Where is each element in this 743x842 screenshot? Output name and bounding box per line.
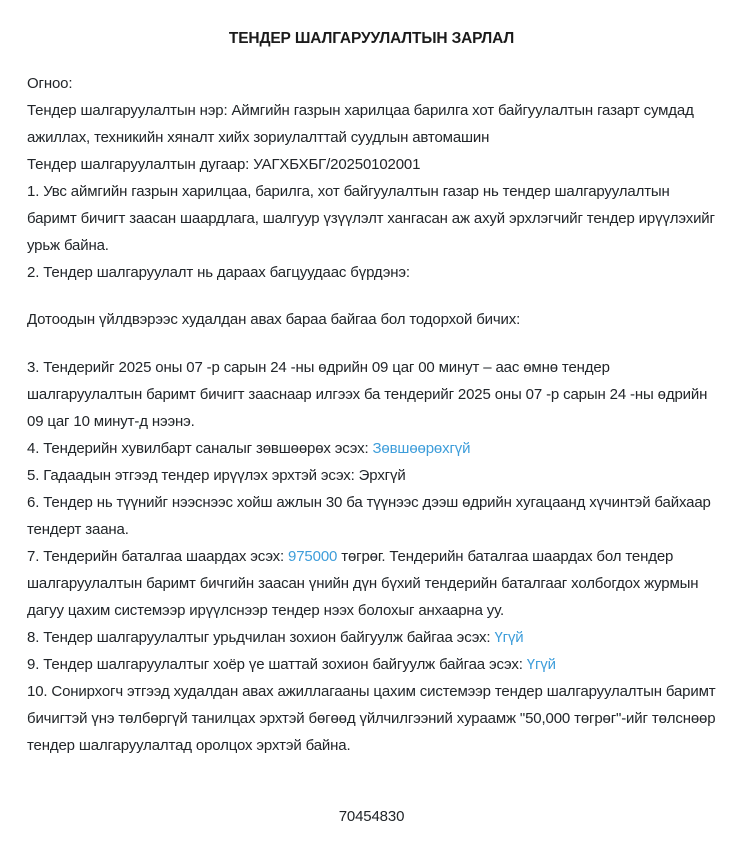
clause-9-label: 9. Тендер шалгаруулалтыг хоёр үе шаттай зохион байгуулж байгаа эсэх:	[27, 656, 527, 673]
clause-1-invitation: 1. Увс аймгийн газрын харилцаа, барилга, хот байгуулалтын газар нь тендер шалгаруулалтын баримт бичигт заасан шаардлага, шалгуур үзүүлэлт хангасан аж ахуй эрхлэгчийг тендер ирүүлэхийг урьж байна.	[27, 183, 715, 254]
domestic-goods-note: Дотоодын үйлдвэрээс худалдан авах бараа байгаа бол тодорхой бичих:	[27, 311, 521, 328]
clause-8-value: Үгүй	[494, 629, 524, 646]
spacer	[27, 333, 716, 354]
clause-10-service-fee: 10. Сонирхогч этгээд худалдан авах ажиллагааны цахим системээр тендер шалгаруулалтын баримт бичигтэй үнэ төлбөргүй танилцах эрхтэй бөгөөд үйлчилгээний хураамж "50,000 төгрөг"-ийг төлснөөр тендер шалгаруулалтад оролцох эрхтэй байна.	[27, 683, 716, 754]
clause-8-label: 8. Тендер шалгаруулалтыг урьдчилан зохион байгуулж байгаа эсэх:	[27, 629, 495, 646]
clause-4-value: Зөвшөөрөхгүй	[372, 440, 471, 457]
clause-7-amount: 975000	[288, 548, 338, 565]
date-label: Огноо:	[27, 75, 73, 92]
clause-5-foreign-bidders: 5. Гадаадын этгээд тендер ирүүлэх эрхтэй эсэх: Эрхгүй	[27, 467, 406, 484]
spacer	[27, 286, 716, 306]
clause-6-validity-period: 6. Тендер нь түүнийг нээснээс хойш ажлын 30 ба түүнээс дээш өдрийн хугацаанд хүчинтэй байхаар тендерт заана.	[27, 494, 711, 538]
clause-2-lots: 2. Тендер шалгаруулалт нь дараах багцуудаас бүрдэнэ:	[27, 264, 410, 281]
clause-7-note: төгрөг. Тендерийн баталгаа шаардах бол тендер шалгаруулалтын баримт бичгийн заасан үнийн дүн бүхий тендерийн баталгааг холбогдох журмын дагуу цахим системээр ирүүлснээр тендер нээх болохыг анхаарна уу.	[27, 548, 699, 619]
page-title: ТЕНДЕР ШАЛГАРУУЛАЛТЫН ЗАРЛАЛ	[228, 30, 515, 47]
clause-7-bid-guarantee	[27, 543, 716, 624]
clause-4-label: 4. Тендерийн хувилбарт саналыг зөвшөөрөх эсэх:	[27, 440, 373, 457]
clause-8-pre-organized	[27, 624, 716, 651]
clause-7-label: 7. Тендерийн баталгаа шаардах эсэх:	[27, 548, 289, 565]
clause-9-value: Үгүй	[526, 656, 556, 673]
clause-9-two-stage	[27, 651, 716, 678]
footer-phone-number: 70454830	[338, 808, 405, 825]
tender-name-line: Тендер шалгаруулалтын нэр: Аймгийн газрын харилцаа барилга хот байгуулалтын газарт сумдад ажиллах, техникийн хяналт хийх зориулалттай суудлын автомашин	[27, 102, 694, 146]
tender-number-line: Тендер шалгаруулалтын дугаар: УАГХБХБГ/20250102001	[27, 156, 421, 173]
clause-4-alternative-bids	[27, 435, 716, 462]
clause-3-deadline: 3. Тендерийг 2025 оны 07 -р сарын 24 -ны өдрийн 09 цаг 00 минут – аас өмнө тендер шалгаруулалтын баримт бичигт зааснаар илгээх ба тендерийг 2025 оны 07 -р сарын 24 -ны өдрийн 09 цаг 10 минут-д нээнэ.	[27, 359, 708, 430]
